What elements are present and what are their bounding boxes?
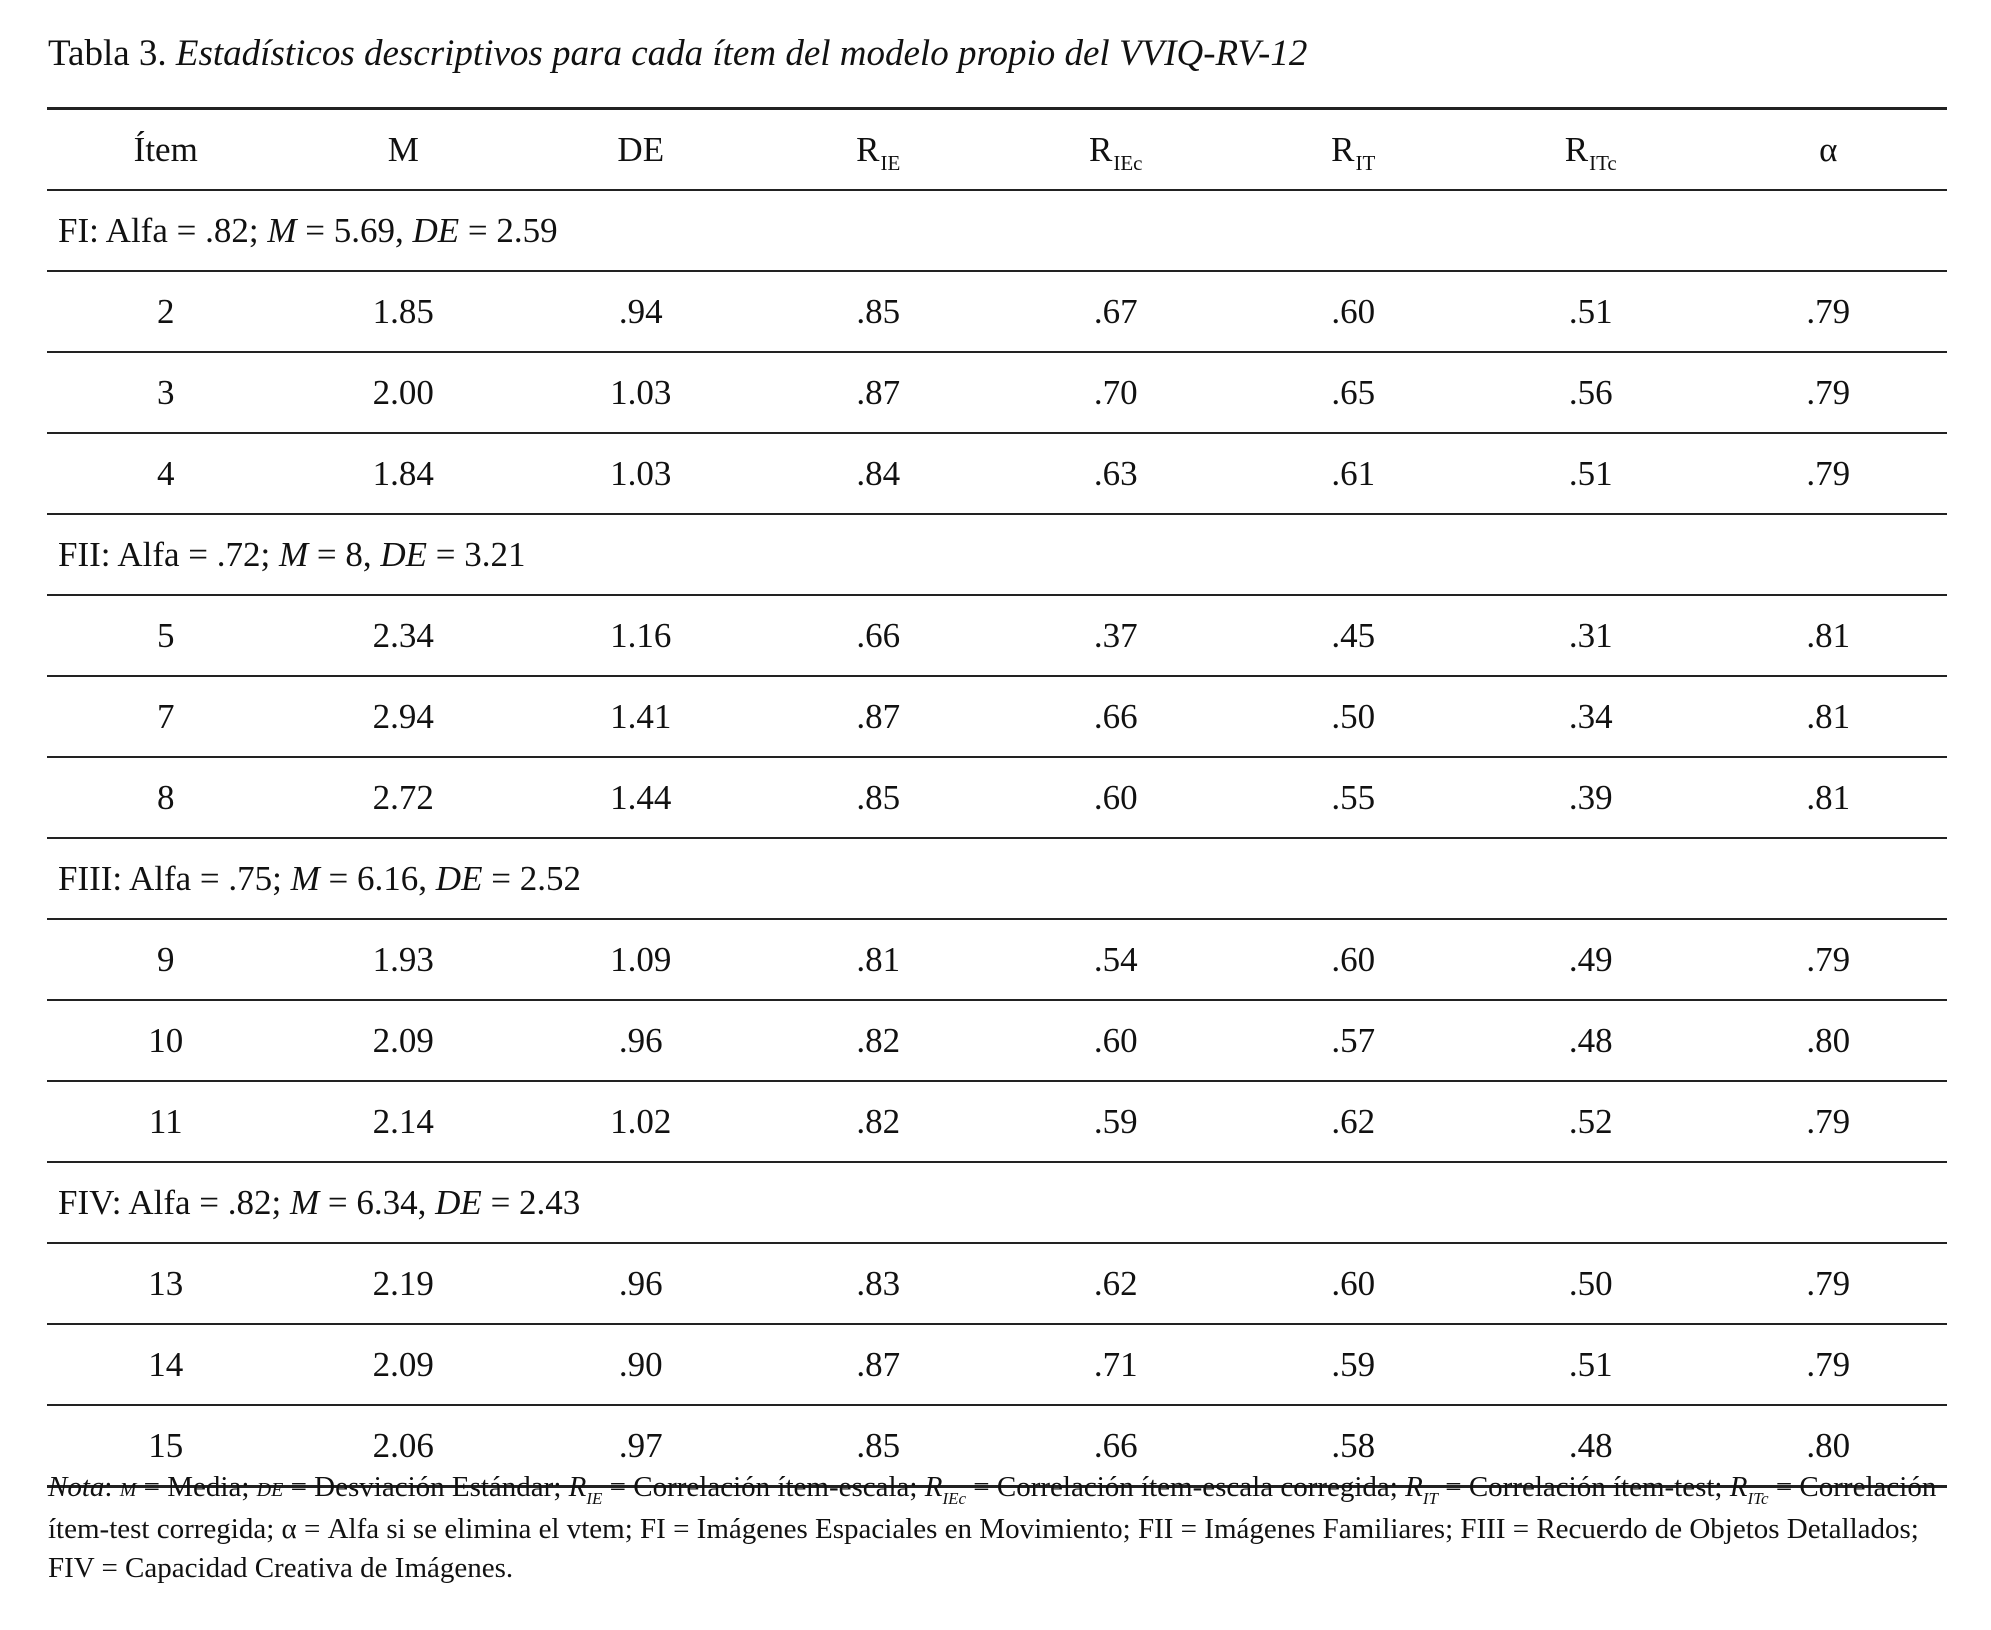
header-riec-base: R xyxy=(1088,129,1113,169)
cell-alpha: .81 xyxy=(1710,676,1948,757)
cell-de: .90 xyxy=(522,1324,760,1405)
statistics-table xyxy=(47,107,1947,1488)
cell-ritc: .48 xyxy=(1472,1000,1710,1081)
table-row xyxy=(47,1000,1947,1081)
cell-rit: .61 xyxy=(1235,433,1473,514)
cell-de: .96 xyxy=(522,1000,760,1081)
header-item: Ítem xyxy=(47,109,285,191)
cell-alpha: .81 xyxy=(1710,595,1948,676)
cell-de: 1.44 xyxy=(522,757,760,838)
cell-riec: .54 xyxy=(997,919,1235,1000)
cell-m: 2.14 xyxy=(285,1081,523,1162)
note-de-def: = Desviación Estándar; xyxy=(283,1471,569,1503)
cell-m: 2.34 xyxy=(285,595,523,676)
cell-m: 1.84 xyxy=(285,433,523,514)
note-m-abbr: M xyxy=(119,1479,137,1501)
cell-item: 14 xyxy=(47,1324,285,1405)
cell-m: 2.19 xyxy=(285,1243,523,1324)
cell-ritc: .48 xyxy=(1472,1405,1710,1487)
table-row xyxy=(47,1243,1947,1324)
group-prefix: FII: Alfa = .72; xyxy=(58,534,279,574)
cell-de: 1.16 xyxy=(522,595,760,676)
note-rie-sub: IE xyxy=(586,1489,603,1508)
cell-ritc: .56 xyxy=(1472,352,1710,433)
table-row xyxy=(47,919,1947,1000)
cell-rie: .85 xyxy=(760,1405,998,1487)
cell-de: 1.02 xyxy=(522,1081,760,1162)
cell-alpha: .80 xyxy=(1710,1000,1948,1081)
header-ritc xyxy=(1472,109,1710,191)
cell-ritc: .50 xyxy=(1472,1243,1710,1324)
cell-ritc: .39 xyxy=(1472,757,1710,838)
cell-riec: .63 xyxy=(997,433,1235,514)
table-row xyxy=(47,676,1947,757)
note-riec-sub: IEc xyxy=(942,1489,967,1508)
note-rie-base: R xyxy=(568,1471,587,1503)
note-ritc-sub: ITc xyxy=(1747,1489,1769,1508)
cell-item: 8 xyxy=(47,757,285,838)
header-rit-base: R xyxy=(1331,129,1355,169)
cell-rit: .57 xyxy=(1235,1000,1473,1081)
cell-de: .97 xyxy=(522,1405,760,1487)
group-header-row xyxy=(47,190,1947,271)
cell-rie: .82 xyxy=(760,1081,998,1162)
cell-ritc: .51 xyxy=(1472,271,1710,352)
cell-rie: .87 xyxy=(760,352,998,433)
table-row xyxy=(47,1081,1947,1162)
header-alpha: α xyxy=(1710,109,1948,191)
cell-rie: .66 xyxy=(760,595,998,676)
cell-de: 1.09 xyxy=(522,919,760,1000)
group-de-label: DE xyxy=(435,1182,482,1222)
cell-item: 4 xyxy=(47,433,285,514)
note-rie-def: = Correlación ítem-escala; xyxy=(602,1471,925,1503)
note-m-def: = Media; xyxy=(136,1471,257,1503)
note-rit-def: = Correlación ítem-test; xyxy=(1437,1471,1730,1503)
group-m-value: = 8, xyxy=(308,534,381,574)
group-de-value: = 2.43 xyxy=(481,1182,581,1222)
group-prefix: FI: Alfa = .82; xyxy=(58,210,268,250)
cell-item: 13 xyxy=(47,1243,285,1324)
cell-rie: .83 xyxy=(760,1243,998,1324)
group-m-label: M xyxy=(278,534,309,574)
cell-de: 1.03 xyxy=(522,433,760,514)
cell-rit: .50 xyxy=(1235,676,1473,757)
header-rie-sub: IE xyxy=(880,150,901,175)
cell-alpha: .79 xyxy=(1710,1081,1948,1162)
cell-rie: .82 xyxy=(760,1000,998,1081)
cell-alpha: .79 xyxy=(1710,271,1948,352)
group-m-value: = 5.69, xyxy=(296,210,413,250)
header-ritc-sub: ITc xyxy=(1589,150,1617,175)
cell-ritc: .34 xyxy=(1472,676,1710,757)
cell-m: 2.00 xyxy=(285,352,523,433)
header-rie xyxy=(760,109,998,191)
table-note xyxy=(48,1468,1948,1588)
caption-label: Tabla 3. xyxy=(48,33,167,74)
group-m-label: M xyxy=(267,210,297,250)
cell-ritc: .51 xyxy=(1472,433,1710,514)
cell-de: .94 xyxy=(522,271,760,352)
table-row xyxy=(47,271,1947,352)
table-row xyxy=(47,595,1947,676)
table-row xyxy=(47,433,1947,514)
group-prefix: FIII: Alfa = .75; xyxy=(58,858,291,898)
cell-rit: .59 xyxy=(1235,1324,1473,1405)
cell-item: 9 xyxy=(47,919,285,1000)
group-de-value: = 2.59 xyxy=(459,210,558,250)
cell-riec: .70 xyxy=(997,352,1235,433)
cell-riec: .67 xyxy=(997,271,1235,352)
statistics-table-container xyxy=(47,107,1947,1488)
group-m-label: M xyxy=(290,1182,320,1222)
header-row xyxy=(47,109,1947,191)
cell-m: 2.09 xyxy=(285,1000,523,1081)
table-row xyxy=(47,757,1947,838)
cell-riec: .60 xyxy=(997,757,1235,838)
cell-alpha: .79 xyxy=(1710,1324,1948,1405)
cell-rit: .55 xyxy=(1235,757,1473,838)
group-m-value: = 6.34, xyxy=(319,1182,436,1222)
cell-ritc: .52 xyxy=(1472,1081,1710,1162)
cell-riec: .66 xyxy=(997,676,1235,757)
group-header-cell xyxy=(47,514,1947,595)
cell-alpha: .79 xyxy=(1710,1243,1948,1324)
group-header-row xyxy=(47,514,1947,595)
cell-alpha: .79 xyxy=(1710,919,1948,1000)
cell-rie: .84 xyxy=(760,433,998,514)
cell-m: 2.94 xyxy=(285,676,523,757)
cell-rie: .87 xyxy=(760,1324,998,1405)
header-rie-base: R xyxy=(856,129,880,169)
cell-m: 1.85 xyxy=(285,271,523,352)
note-ritc-base: R xyxy=(1729,1471,1748,1503)
cell-ritc: .31 xyxy=(1472,595,1710,676)
note-ritc-def: = Correlación ítem-test corregida; xyxy=(48,1471,1937,1545)
cell-rit: .60 xyxy=(1235,1243,1473,1324)
cell-rit: .58 xyxy=(1235,1405,1473,1487)
cell-m: 2.06 xyxy=(285,1405,523,1487)
cell-riec: .59 xyxy=(997,1081,1235,1162)
cell-rie: .85 xyxy=(760,271,998,352)
cell-item: 7 xyxy=(47,676,285,757)
table-row xyxy=(47,352,1947,433)
cell-alpha: .81 xyxy=(1710,757,1948,838)
header-de: DE xyxy=(522,109,760,191)
cell-m: 1.93 xyxy=(285,919,523,1000)
group-de-label: DE xyxy=(380,534,428,574)
cell-alpha: .80 xyxy=(1710,1405,1948,1487)
group-header-cell xyxy=(47,190,1947,271)
cell-rit: .65 xyxy=(1235,352,1473,433)
cell-rie: .87 xyxy=(760,676,998,757)
cell-de: 1.03 xyxy=(522,352,760,433)
cell-riec: .66 xyxy=(997,1405,1235,1487)
cell-ritc: .49 xyxy=(1472,919,1710,1000)
cell-rit: .60 xyxy=(1235,919,1473,1000)
header-riec-sub: IEc xyxy=(1113,150,1143,175)
cell-riec: .60 xyxy=(997,1000,1235,1081)
header-riec xyxy=(997,109,1235,191)
cell-riec: .37 xyxy=(997,595,1235,676)
cell-item: 11 xyxy=(47,1081,285,1162)
table-row xyxy=(47,1324,1947,1405)
cell-item: 2 xyxy=(47,271,285,352)
table-caption xyxy=(48,28,1307,80)
cell-rit: .45 xyxy=(1235,595,1473,676)
note-riec-base: R xyxy=(924,1471,943,1503)
note-colon: : xyxy=(104,1471,120,1503)
group-m-value: = 6.16, xyxy=(319,858,436,898)
cell-de: 1.41 xyxy=(522,676,760,757)
note-rit-base: R xyxy=(1405,1471,1423,1503)
header-rit xyxy=(1235,109,1473,191)
cell-item: 3 xyxy=(47,352,285,433)
cell-de: .96 xyxy=(522,1243,760,1324)
cell-rit: .62 xyxy=(1235,1081,1473,1162)
group-header-row xyxy=(47,1162,1947,1243)
group-de-value: = 3.21 xyxy=(427,534,526,574)
header-rit-sub: IT xyxy=(1355,150,1376,175)
group-header-cell xyxy=(47,838,1947,919)
cell-alpha: .79 xyxy=(1710,352,1948,433)
group-de-label: DE xyxy=(435,858,483,898)
cell-item: 10 xyxy=(47,1000,285,1081)
note-de-abbr: DE xyxy=(256,1479,284,1501)
cell-alpha: .79 xyxy=(1710,433,1948,514)
cell-rie: .81 xyxy=(760,919,998,1000)
group-prefix: FIV: Alfa = .82; xyxy=(58,1182,290,1222)
cell-riec: .71 xyxy=(997,1324,1235,1405)
cell-rie: .85 xyxy=(760,757,998,838)
caption-title: Estadísticos descriptivos para cada ítem del modelo propio del VVIQ-RV-12 xyxy=(175,33,1308,74)
cell-ritc: .51 xyxy=(1472,1324,1710,1405)
cell-m: 2.09 xyxy=(285,1324,523,1405)
cell-rit: .60 xyxy=(1235,271,1473,352)
cell-item: 5 xyxy=(47,595,285,676)
group-m-label: M xyxy=(290,858,320,898)
header-m: M xyxy=(285,109,523,191)
note-rit-sub: IT xyxy=(1422,1489,1438,1508)
group-de-value: = 2.52 xyxy=(482,858,581,898)
group-header-row xyxy=(47,838,1947,919)
cell-riec: .62 xyxy=(997,1243,1235,1324)
cell-item: 15 xyxy=(47,1405,285,1487)
header-ritc-base: R xyxy=(1564,129,1589,169)
group-header-cell xyxy=(47,1162,1947,1243)
note-riec-def: = Correlación ítem-escala corregida; xyxy=(966,1471,1406,1503)
cell-m: 2.72 xyxy=(285,757,523,838)
table-body xyxy=(47,190,1947,1487)
note-rest: α = Alfa si se elimina el vtem; FI = Imágenes Espaciales en Movimiento; FII = Imágenes Familiares; FIII = Recuerdo de Objetos Detallados; FIV = Capacidad Creativa de Imágenes. xyxy=(48,1513,1919,1584)
note-label: Nota xyxy=(48,1471,105,1503)
group-de-label: DE xyxy=(412,210,460,250)
